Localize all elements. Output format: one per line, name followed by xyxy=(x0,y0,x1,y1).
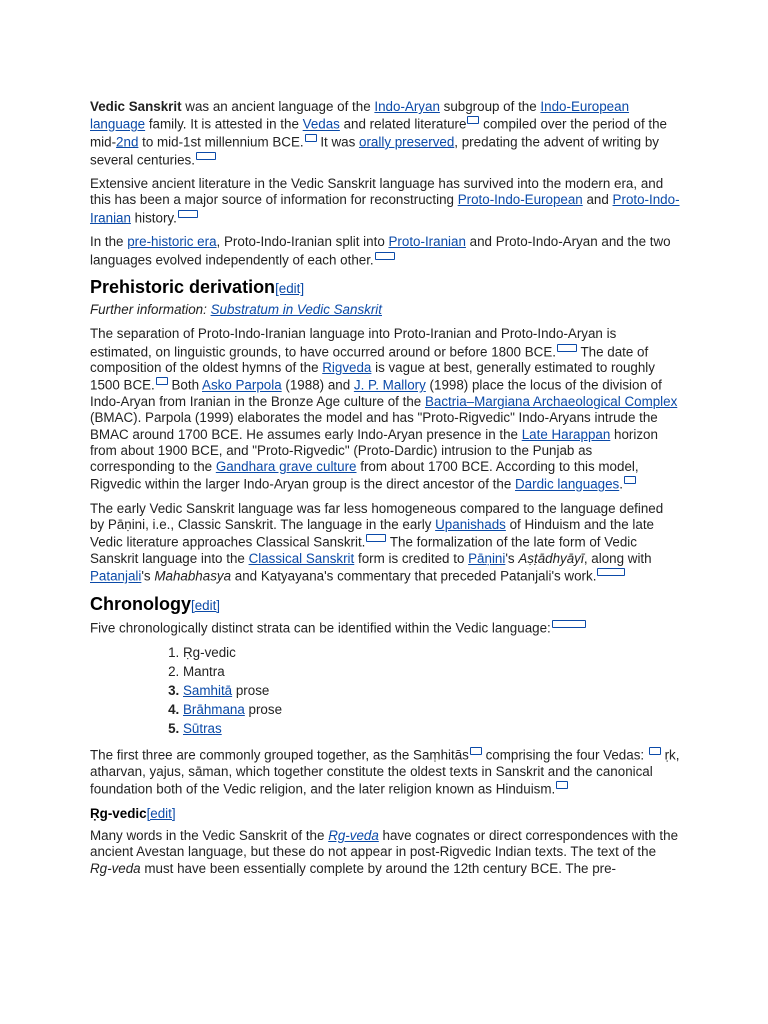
edit-link[interactable]: [edit] xyxy=(146,805,176,821)
link-substratum[interactable]: Substratum in Vedic Sanskrit xyxy=(210,302,382,318)
link-rg-veda[interactable]: Rg-veda xyxy=(328,828,379,844)
link-indo-aryan[interactable]: Indo-Aryan xyxy=(374,99,440,114)
edit-link[interactable]: [edit] xyxy=(275,281,305,297)
citation-ref[interactable] xyxy=(375,252,395,260)
link-sutras[interactable]: Sūtras xyxy=(183,720,222,736)
link-vedas[interactable]: Vedas xyxy=(302,116,340,132)
edit-link[interactable]: [edit] xyxy=(191,597,221,613)
link-dardic-languages[interactable]: Dardic languages xyxy=(515,476,620,492)
strata-list xyxy=(90,644,680,738)
paragraph-literature: Extensive ancient literature in the Vedic Sanskrit language has survived into the modern era, and this has been a major source of information for reconstructing Proto-Indo-European and Proto-Indo-Iranian history. xyxy=(90,176,680,226)
list-item xyxy=(183,720,680,739)
list-item: 1. Ṛg-vedic xyxy=(183,644,680,663)
paragraph-samhitas: The first three are commonly grouped together, as the Saṃhitās comprising the four Vedas: ṛk, atharvan, yajus, sāman, which together constitute the oldest texts in Sanskrit and the canonical foundation both of the Vedic religion, and the later religion known as Hinduism. xyxy=(90,747,680,797)
heading-prehistoric-derivation: Prehistoric derivation[edit] xyxy=(90,277,305,298)
citation-ref[interactable] xyxy=(156,377,168,385)
citation-ref[interactable] xyxy=(366,534,386,542)
link-brahmana[interactable]: Brāhmana xyxy=(183,701,245,717)
citation-ref[interactable] xyxy=(467,116,479,124)
citation-ref[interactable] xyxy=(552,620,586,628)
citation-ref[interactable] xyxy=(305,134,317,142)
link-orally-preserved[interactable]: orally preserved xyxy=(359,134,455,150)
link-late-harappan[interactable]: Late Harappan xyxy=(521,426,611,442)
list-item: 2. Mantra xyxy=(183,663,680,682)
link-jp-mallory[interactable]: J. P. Mallory xyxy=(353,377,426,393)
citation-ref[interactable] xyxy=(196,152,216,160)
paragraph-separation: The separation of Proto-Indo-Iranian language into Proto-Iranian and Proto-Indo-Aryan is estimated, on linguistic grounds, to have occurred around or before 1800 BCE. The date of composition of the oldest hymns of the Rigveda is vague at best, generally estimated to roughly 1500 BCE. Both Asko Parpola (1988) and J. P. Mallory (1998) place the locus of the division of Indo-Aryan from Iranian in the Bronze Age culture of the Bactria–Margiana Archaeological Complex (BMAC). Parpola (1999) elaborates the model and has "Proto-Rigvedic" Indo-Aryans intrude the BMAC around 1700 BCE. He assumes early Indo-Aryan presence in the Late Harappan horizon from about 1900 BCE, and "Proto-Rigvedic" (Proto-Dardic) intrusion to the Punjab as corresponding to the Gandhara grave culture from about 1700 BCE. According to this model, Rigvedic within the larger Indo-Aryan group is the direct ancestor of the Dardic languages. xyxy=(90,326,678,492)
link-patanjali[interactable]: Patanjali xyxy=(90,568,142,584)
citation-ref[interactable] xyxy=(649,747,661,755)
heading-rg-vedic: Ṛg-vedic[edit] xyxy=(90,805,176,821)
link-upanishads[interactable]: Upanishads xyxy=(435,517,506,533)
paragraph-strata-intro: Five chronologically distinct strata can be identified within the Vedic language: xyxy=(90,619,680,637)
paragraph-rg-veda: Many words in the Vedic Sanskrit of the Rg-veda have cognates or direct correspondences with the ancient Avestan language, but these do not appear in post-Rigvedic Indian texts. The text of the Rg-veda must have been essentially complete by around the 12th century BCE. The pre- xyxy=(90,828,679,876)
citation-ref[interactable] xyxy=(556,781,568,789)
link-proto-iranian[interactable]: Proto-Iranian xyxy=(388,234,466,250)
lead-term: Vedic Sanskrit xyxy=(90,99,182,114)
citation-ref[interactable] xyxy=(557,344,577,352)
intro-paragraph: Vedic Sanskrit was an ancient language of the Indo-Aryan subgroup of the Indo-European language family. It is attested in the Vedas and related literature compiled over the period of the mid-2nd to mid-1st millennium BCE. It was orally preserved, predating the advent of writing by several centuries. xyxy=(90,99,668,168)
link-rigveda[interactable]: Rigveda xyxy=(322,360,372,376)
list-item: 4. Brāhmana prose xyxy=(183,701,680,720)
link-classical-sanskrit[interactable]: Classical Sanskrit xyxy=(248,550,355,566)
link-panini[interactable]: Pāṇini xyxy=(468,550,506,566)
heading-chronology: Chronology[edit] xyxy=(90,593,221,614)
citation-ref[interactable] xyxy=(597,568,625,576)
link-2nd[interactable]: 2nd xyxy=(116,134,139,150)
citation-ref[interactable] xyxy=(470,747,482,755)
article-body xyxy=(90,99,680,885)
link-proto-indo-iranian[interactable]: Proto-Indo-Iranian xyxy=(90,192,680,226)
link-gandhara-grave-culture[interactable]: Gandhara grave culture xyxy=(215,458,357,474)
link-indo-european-language[interactable]: Indo-European language xyxy=(90,99,630,132)
link-samhita[interactable]: Samhitā xyxy=(183,683,233,699)
link-bmac[interactable]: Bactria–Margiana Archaeological Complex xyxy=(424,394,678,410)
citation-ref[interactable] xyxy=(624,476,636,484)
paragraph-early-vedic: The early Vedic Sanskrit language was far less homogeneous compared to the language defined by Pāṇini, i.e., Classic Sanskrit. The language in the early Upanishads of Hinduism and the late Vedic literature approaches Classical Sanskrit. The formalization of the late form of Vedic Sanskrit language into the Classical Sanskrit form is credited to Pāṇini's Aṣṭādhyāyī, along with Patanjali's Mahabhasya and Katyayana's commentary that preceded Patanjali's work. xyxy=(90,500,664,584)
link-proto-indo-european[interactable]: Proto-Indo-European xyxy=(457,192,583,208)
citation-ref[interactable] xyxy=(178,210,198,218)
paragraph-split: In the pre-historic era, Proto-Indo-Iranian split into Proto-Iranian and Proto-Indo-Aryan and the two languages evolved independently of each other. xyxy=(90,234,671,267)
further-information: Further information: Substratum in Vedic Sanskrit xyxy=(90,302,382,318)
link-asko-parpola[interactable]: Asko Parpola xyxy=(202,377,282,393)
list-item: 3. Samhitā prose xyxy=(183,682,680,701)
link-pre-historic-era[interactable]: pre-historic era xyxy=(127,234,217,250)
